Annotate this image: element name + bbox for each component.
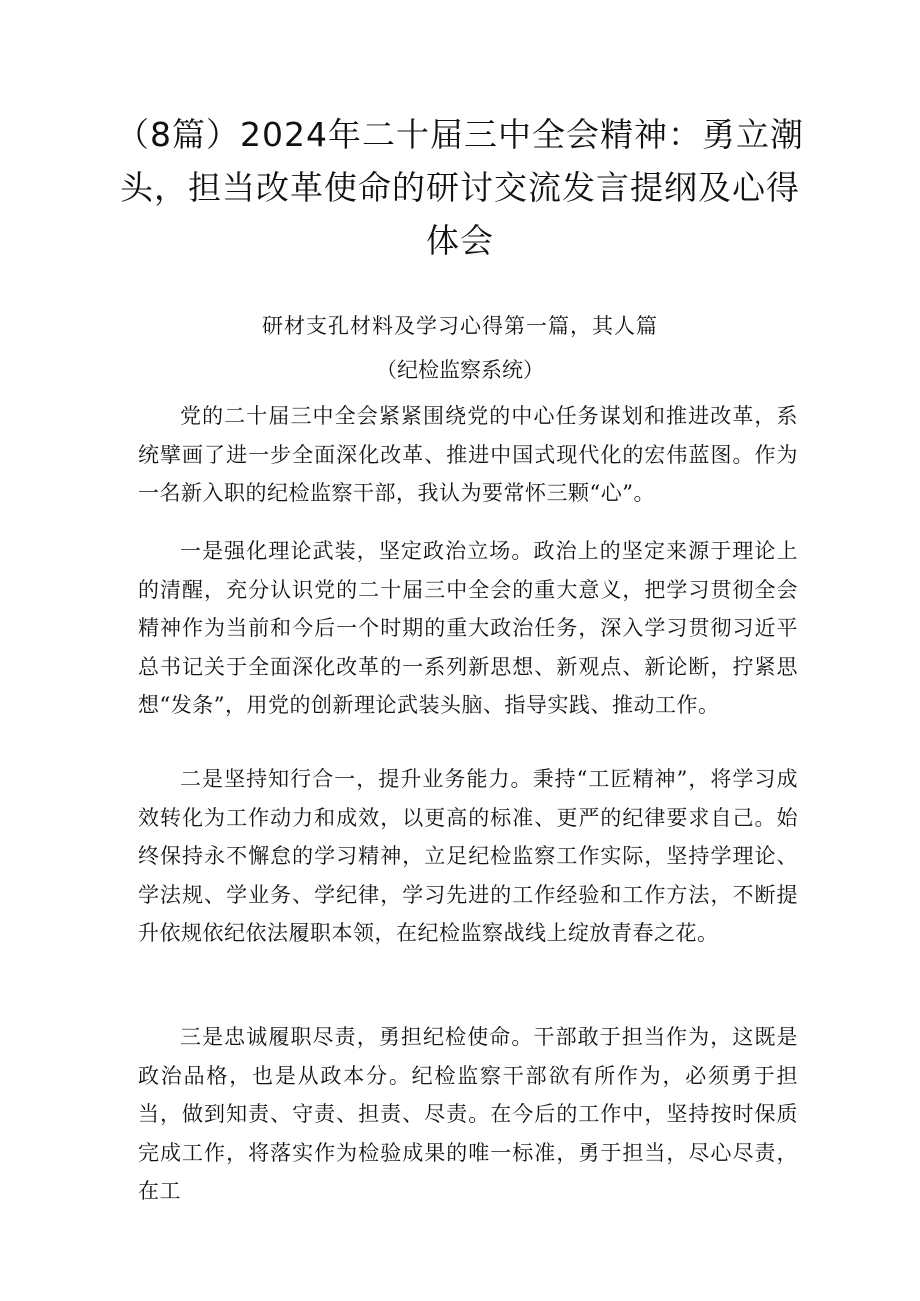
body-paragraph-1: 党的二十届三中全会紧紧围绕党的中心任务谋划和推进改革，系统擘画了进一步全面深化改革、推进中国式现代化的宏伟蓝图。作为一名新入职的纪检监察干部，我认为要常怀三颗“心”。: [138, 404, 798, 506]
document-title: （8篇）2024年二十届三中全会精神：勇立潮头，担当改革使命的研讨交流发言提纲及心得体会: [116, 115, 804, 260]
body-paragraph-3: 二是坚持知行合一，提升业务能力。秉持“工匠精神”，将学习成效转化为工作动力和成效，以更高的标准、更严的纪律要求自己。始终保持永不懈怠的学习精神，立足纪检监察工作实际，坚持学理论、学法规、学业务、学纪律，学习先进的工作经验和工作方法，不断提升依规依纪依法履职本领，在纪检监察战线上绽放青春之花。: [138, 767, 798, 946]
body-paragraph-2: 一是强化理论武装，坚定政治立场。政治上的坚定来源于理论上的清醒，充分认识党的二十届三中全会的重大意义，把学习贯彻全会精神作为当前和今后一个时期的重大政治任务，深入学习贯彻习近平总书记关于全面深化改革的一系列新思想、新观点、新论断，拧紧思想“发条”，用党的创新理论武装头脑、指导实践、推动工作。: [138, 539, 798, 718]
body-paragraph-4: 三是忠诚履职尽责，勇担纪检使命。干部敢于担当作为，这既是政治品格，也是从政本分。纪检监察干部欲有所作为，必须勇于担当，做到知责、守责、担责、尽责。在今后的工作中，坚持按时保质完成工作，将落实作为检验成果的唯一标准，勇于担当，尽心尽责，在工: [138, 1025, 798, 1204]
section-label: （纪检监察系统）: [376, 358, 544, 382]
document-subtitle: 研材支孔材料及学习心得第一篇，其人篇: [262, 314, 658, 338]
